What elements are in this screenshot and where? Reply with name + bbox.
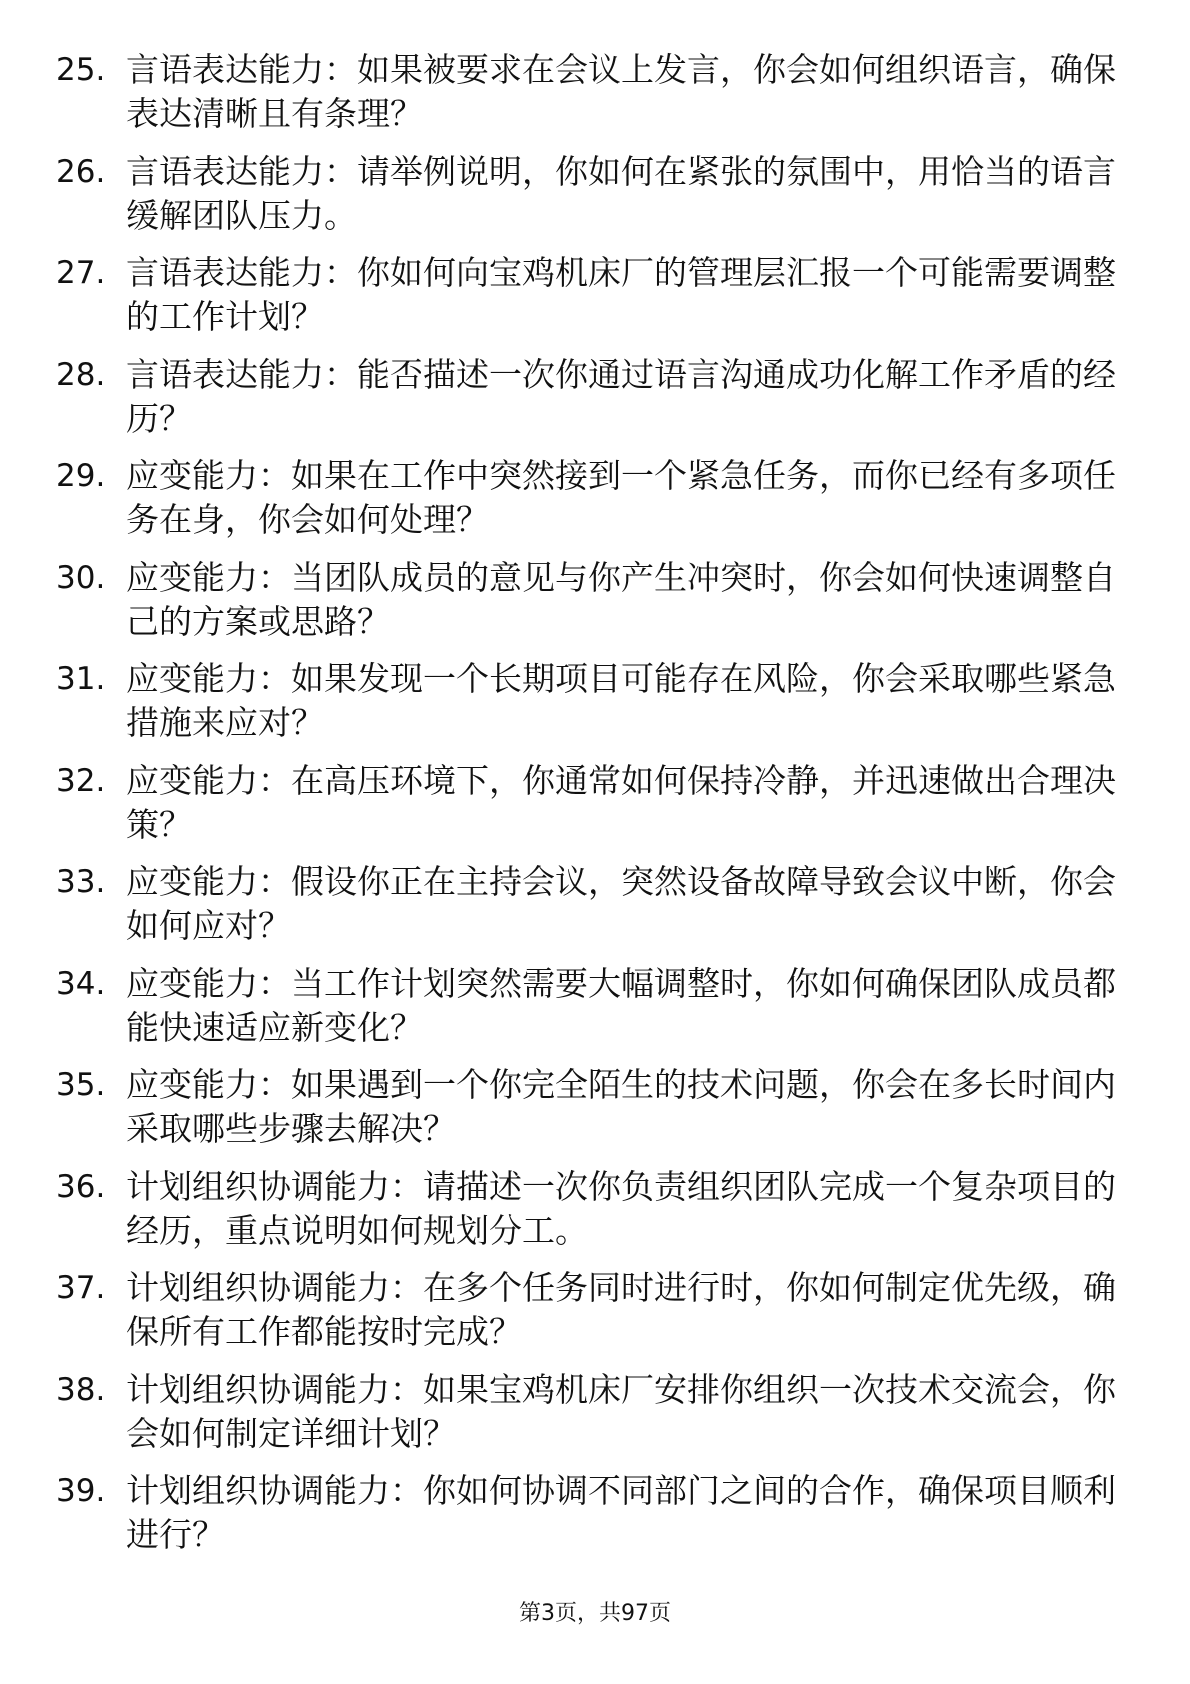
question-text: 计划组织协调能力：在多个任务同时进行时，你如何制定优先级，确保所有工作都能按时完成？ <box>126 1268 1116 1351</box>
question-item-33 <box>56 860 1116 962</box>
question-item-31 <box>56 657 1116 759</box>
question-number: 38. <box>56 1371 106 1408</box>
question-text: 应变能力：在高压环境下，你通常如何保持冷静，并迅速做出合理决策？ <box>126 760 1116 844</box>
question-number: 37. <box>56 1270 106 1306</box>
question-text: 言语表达能力：能否描述一次你通过语言沟通成功化解工作矛盾的经历？ <box>126 354 1116 438</box>
question-number: 25. <box>56 52 106 88</box>
question-item-32 <box>56 759 1116 861</box>
question-number: 26. <box>56 153 106 190</box>
question-number: 28. <box>56 356 106 393</box>
question-list <box>56 48 1116 1571</box>
page-footer: 第3页，共97页 <box>519 1601 671 1626</box>
question-text: 应变能力：当团队成员的意见与你产生冲突时，你会如何快速调整自己的方案或思路？ <box>126 557 1116 641</box>
question-item-26 <box>56 150 1116 252</box>
question-number: 36. <box>56 1168 106 1205</box>
question-item-28 <box>56 353 1116 455</box>
question-text: 应变能力：假设你正在主持会议，突然设备故障导致会议中断，你会如何应对？ <box>126 862 1116 945</box>
question-text: 应变能力：如果遇到一个你完全陌生的技术问题，你会在多长时间内采取哪些步骤去解决？ <box>126 1065 1116 1148</box>
question-number: 30. <box>56 559 106 596</box>
question-text: 言语表达能力：你如何向宝鸡机床厂的管理层汇报一个可能需要调整的工作计划？ <box>126 253 1116 336</box>
question-text: 言语表达能力：请举例说明，你如何在紧张的氛围中，用恰当的语言缓解团队压力。 <box>126 151 1116 235</box>
question-text: 计划组织协调能力：请描述一次你负责组织团队完成一个复杂项目的经历，重点说明如何规划分工。 <box>126 1166 1116 1250</box>
question-item-25 <box>56 48 1116 150</box>
question-text: 计划组织协调能力：你如何协调不同部门之间的合作，确保项目顺利进行？ <box>126 1471 1116 1554</box>
question-text: 言语表达能力：如果被要求在会议上发言，你会如何组织语言，确保表达清晰且有条理？ <box>126 50 1116 133</box>
question-number: 33. <box>56 864 106 900</box>
question-number: 39. <box>56 1473 106 1509</box>
question-item-38 <box>56 1368 1116 1470</box>
question-number: 34. <box>56 965 106 1002</box>
question-item-37 <box>56 1266 1116 1368</box>
question-number: 29. <box>56 458 106 494</box>
question-number: 35. <box>56 1067 106 1103</box>
question-item-30 <box>56 556 1116 658</box>
question-text: 应变能力：如果发现一个长期项目可能存在风险，你会采取哪些紧急措施来应对？ <box>126 659 1116 742</box>
question-number: 32. <box>56 762 106 799</box>
question-text: 应变能力：如果在工作中突然接到一个紧急任务，而你已经有多项任务在身，你会如何处理？ <box>126 456 1116 539</box>
question-number: 27. <box>56 255 106 291</box>
question-text: 应变能力：当工作计划突然需要大幅调整时，你如何确保团队成员都能快速适应新变化？ <box>126 963 1116 1047</box>
question-item-29 <box>56 454 1116 556</box>
question-item-36 <box>56 1165 1116 1267</box>
question-number: 31. <box>56 661 106 697</box>
question-item-39 <box>56 1469 1116 1571</box>
question-item-34 <box>56 962 1116 1064</box>
question-item-27 <box>56 251 1116 353</box>
question-text: 计划组织协调能力：如果宝鸡机床厂安排你组织一次技术交流会，你会如何制定详细计划？ <box>126 1369 1116 1453</box>
question-item-35 <box>56 1063 1116 1165</box>
